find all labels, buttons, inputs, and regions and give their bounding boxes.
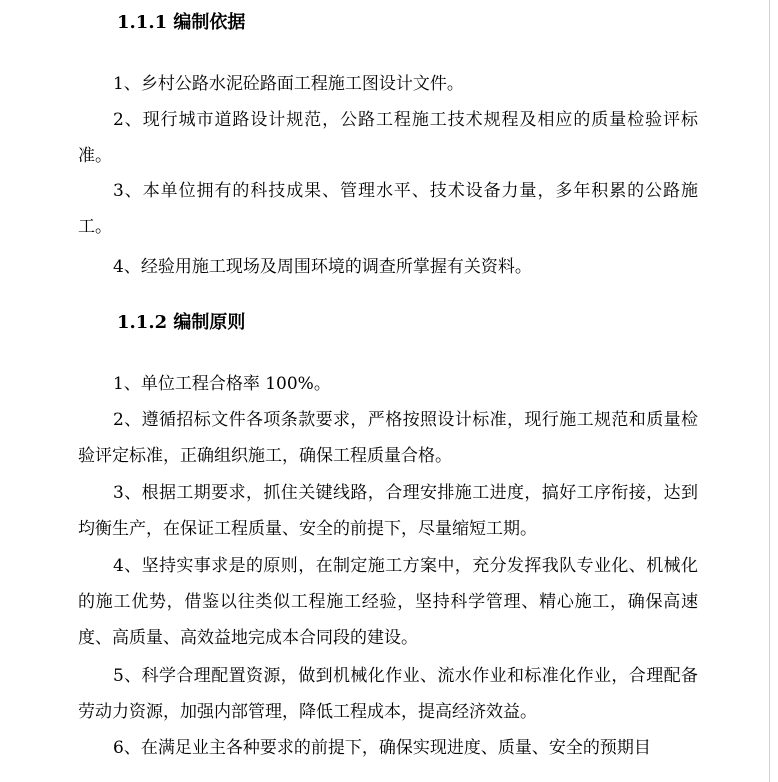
principle-item-3: 3、根据工期要求，抓住关键线路，合理安排施工进度，搞好工序衔接，达到均衡生产，在保证工程质量、安全的前提下，尽量缩短工期。 [78,483,698,539]
principle-item-5: 5、科学合理配置资源，做到机械化作业、流水作业和标准化作业，合理配备劳动力资源，加强内部管理，降低工程成本，提高经济效益。 [78,666,698,722]
principle-item-2: 2、遵循招标文件各项条款要求，严格按照设计标准，现行施工规范和质量检验评定标准，正确组织施工，确保工程质量合格。 [78,410,698,466]
principle-item-1: 1、单位工程合格率 100%。 [113,374,331,394]
basis-item-1: 1、乡村公路水泥砼路面工程施工图设计文件。 [113,74,464,94]
section-heading-principles: 1.1.2 编制原则 [117,312,246,333]
principle-item-6: 6、在满足业主各种要求的前提下，确保实现进度、质量、安全的预期目 [113,738,651,758]
section-heading-basis: 1.1.1 编制依据 [117,12,246,33]
basis-item-4: 4、经验用施工现场及周围环境的调查所掌握有关资料。 [113,257,532,277]
basis-item-2: 2、现行城市道路设计规范，公路工程施工技术规程及相应的质量检验评标准。 [78,110,698,166]
basis-item-3: 3、本单位拥有的科技成果、管理水平、技术设备力量，多年积累的公路施工。 [78,181,698,237]
page-edge-divider [769,0,770,782]
principle-item-4: 4、坚持实事求是的原则，在制定施工方案中，充分发挥我队专业化、机械化的施工优势，借鉴以往类似工程施工经验，坚持科学管理、精心施工，确保高速度、高质量、高效益地完成本合同段的建设。 [78,556,698,648]
